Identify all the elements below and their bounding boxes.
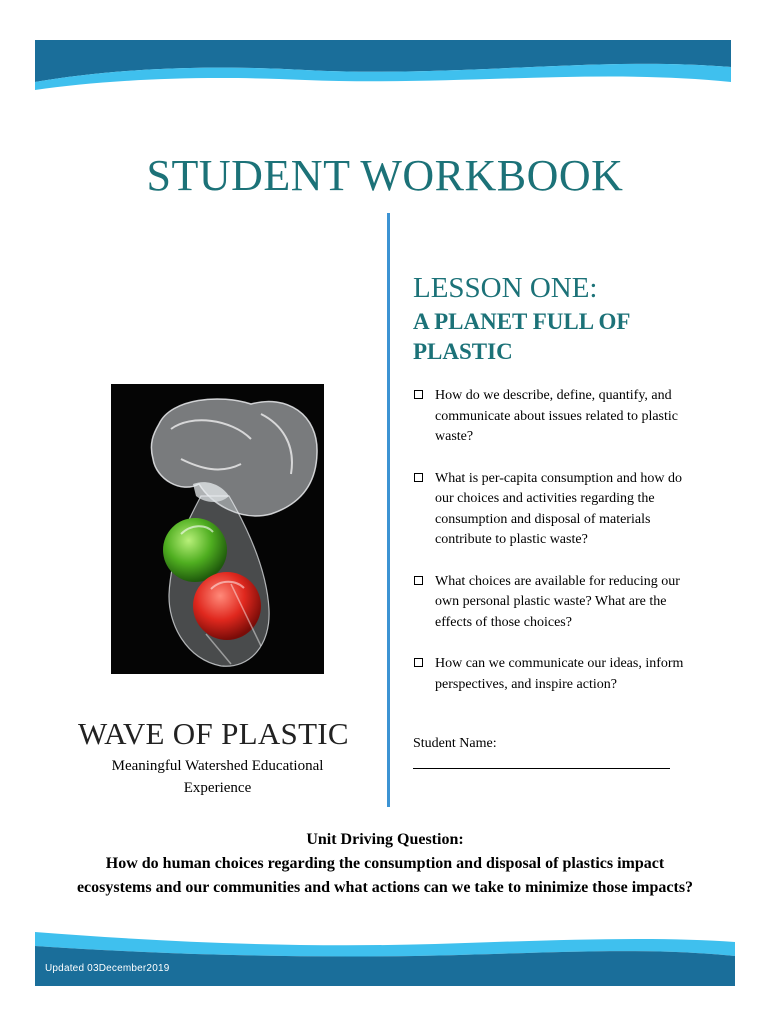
lesson-title-line2: PLASTIC: [413, 339, 513, 364]
list-item: [413, 654, 703, 695]
question-text: What is per-capita consumption and how do our choices and activities regarding the consumption and disposal of materials contribute to plastic waste?: [435, 470, 682, 547]
plastic-bag-with-apples-photo: [111, 384, 324, 674]
question-text: How do we describe, define, quantify, and communicate about issues related to plastic waste?: [435, 388, 678, 444]
updated-date: Updated 03December2019: [45, 963, 170, 974]
lesson-title-line1: A PLANET FULL OF: [413, 309, 631, 334]
student-name-label: Student Name:: [413, 736, 497, 751]
lesson-title: [413, 307, 713, 367]
vertical-divider: [387, 213, 390, 807]
question-text: How can we communicate our ideas, inform perspectives, and inspire action?: [435, 656, 684, 692]
list-item: [413, 386, 703, 448]
driving-question: [70, 828, 700, 900]
guiding-questions-list: [413, 386, 703, 716]
unit-subtitle: Meaningful Watershed Educational Experience: [111, 758, 324, 796]
question-text: What choices are available for reducing our own personal plastic waste? What are the effects of those choices?: [435, 573, 680, 630]
list-item: [413, 572, 703, 634]
checkbox-icon: [414, 658, 423, 667]
list-item: [413, 469, 703, 551]
bottom-wave-banner: [35, 932, 735, 986]
driving-question-text: How do human choices regarding the consumption and disposal of plastics impact ecosystems and our communities and what actions can we take to minimize those impacts?: [76, 855, 694, 896]
student-name-line: [413, 768, 670, 769]
top-wave-banner: [35, 40, 731, 90]
cover-photo: [111, 384, 324, 674]
unit-name: WAVE OF PLASTIC: [78, 716, 349, 751]
checkbox-icon: [414, 473, 423, 482]
page-title: STUDENT WORKBOOK: [146, 151, 624, 200]
checkbox-icon: [414, 390, 423, 399]
lesson-number: LESSON ONE:: [413, 272, 598, 304]
checkbox-icon: [414, 576, 423, 585]
driving-question-label: Unit Driving Question:: [306, 831, 464, 848]
